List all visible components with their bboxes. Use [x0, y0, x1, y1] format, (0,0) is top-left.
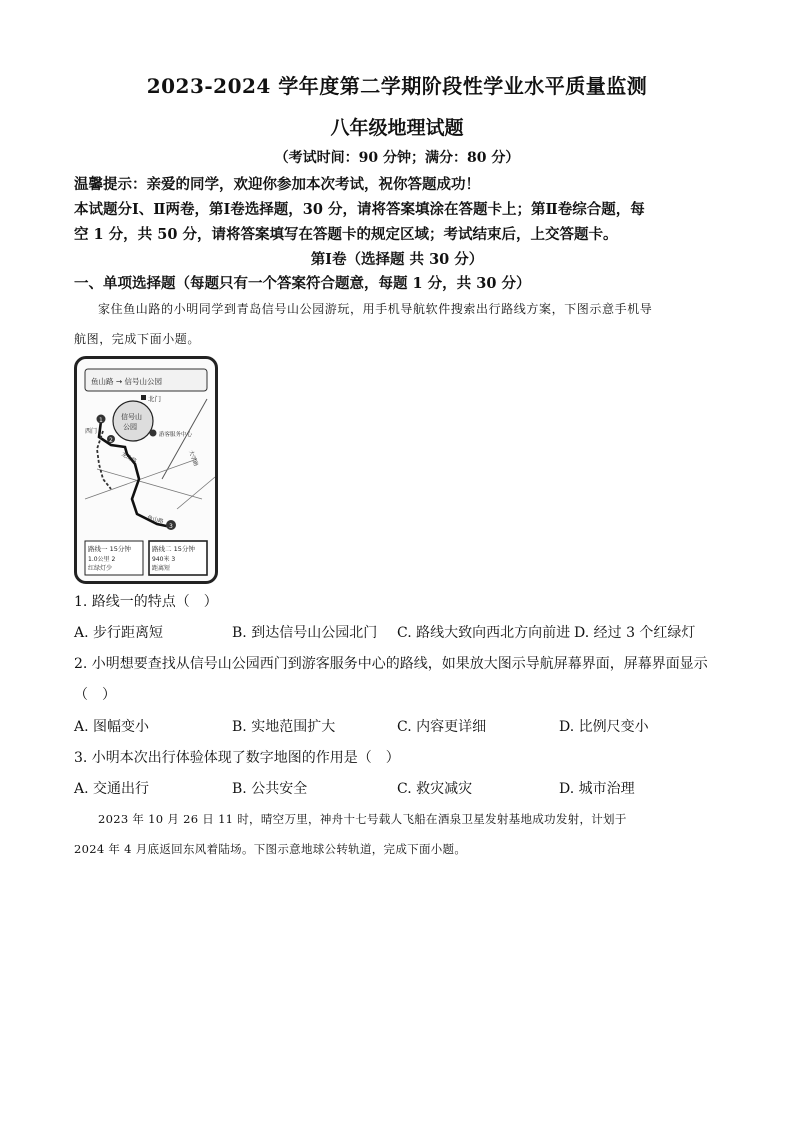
question-2-option-a: A. 图幅变小 [74, 719, 150, 735]
question-1-option-d: D. 经过 3 个红绿灯 [574, 625, 696, 641]
exam-info: （考试时间：90 分钟；满分：80 分） [274, 150, 520, 166]
passage2-line-2: 2024 年 4 月底返回东风着陆场。下图示意地球公转轨道，完成下面小题。 [74, 842, 467, 856]
road-label-longshan: 龙山路 [120, 451, 138, 465]
question-1-option-b: B. 到达信号山公园北门 [232, 625, 378, 641]
navigation-map-svg [77, 359, 215, 581]
navigation-map-figure [74, 356, 218, 584]
pin-2-label: 2 [109, 437, 113, 444]
park-area [113, 401, 153, 441]
passage2-line-1: 2023 年 10 月 26 日 11 时，晴空万里，神舟十七号载人飞船在酒泉卫星发射基地成功发射，计划于 [98, 812, 627, 826]
question-2-option-d: D. 比例尺变小 [559, 719, 649, 735]
instruction-line-2: 本试题分Ⅰ、Ⅱ两卷，第Ⅰ卷选择题，30 分，请将答案填涂在答题卡上；第Ⅱ卷综合题，每 [74, 201, 645, 218]
question-3-option-b: B. 公共安全 [232, 781, 308, 797]
route-one-detail: 1.0公里 2 [88, 556, 116, 563]
passage1-line-1: 家住鱼山路的小明同学到青岛信号山公园游玩，用手机导航软件搜索出行路线方案，下图示意手机导 [98, 302, 653, 316]
question-2-option-b: B. 实地范围扩大 [232, 719, 336, 735]
pin-1-label: 1 [99, 417, 103, 424]
section-heading: 一、单项选择题（每题只有一个答案符合题意，每题 1 分，共 30 分） [74, 275, 531, 292]
route-one-note: 红绿灯少 [88, 565, 113, 572]
question-3-stem: 3. 小明本次出行体验体现了数字地图的作用是（ ） [74, 750, 400, 766]
question-2-option-c: C. 内容更详细 [397, 719, 487, 735]
route-two-detail: 940米 3 [152, 556, 176, 563]
road-line [162, 399, 207, 479]
instruction-line-3: 空 1 分，共 50 分，请将答案填写在答题卡的规定区域；考试结束后，上交答题卡。 [74, 226, 618, 243]
question-3-option-d: D. 城市治理 [559, 781, 635, 797]
question-1-option-a: A. 步行距离短 [74, 625, 164, 641]
part1-heading: 第Ⅰ卷（选择题 共 30 分） [310, 251, 484, 268]
question-3-option-a: A. 交通出行 [74, 781, 150, 797]
route-two-note: 距离短 [152, 565, 171, 572]
instruction-line-1: 温馨提示：亲爱的同学，欢迎你参加本次考试，祝你答题成功！ [74, 176, 480, 193]
route-search-text: 鱼山路 → 信号山公园 [91, 377, 163, 386]
north-gate-label: 北门 [148, 395, 161, 403]
passage1-line-2: 航图，完成下面小题。 [74, 332, 201, 346]
road-line [97, 469, 202, 499]
question-1-stem: 1. 路线一的特点（ ） [74, 594, 218, 610]
road-label-yushan: 鱼山路 [146, 515, 164, 526]
route-one-title: 路线一 15分钟 [88, 545, 131, 553]
exam-title: 2023-2024 学年度第二学期阶段性学业水平质量监测 [146, 74, 648, 98]
question-2-stem-cont: （ ） [74, 687, 116, 703]
park-name-line-1: 信号山 [121, 413, 142, 421]
route-two-title: 路线二 15分钟 [152, 545, 195, 553]
road-label-daxue: 大学路 [187, 449, 199, 468]
question-3-option-c: C. 救灾减灾 [397, 781, 473, 797]
north-gate-marker [141, 395, 146, 400]
visitor-center-label: 游客服务中心 [159, 432, 193, 438]
pin-3-label: 3 [169, 523, 173, 530]
question-2-stem: 2. 小明想要查找从信号山公园西门到游客服务中心的路线，如果放大图示导航屏幕界面，屏幕界面显示 [74, 656, 708, 672]
park-name-line-2: 公园 [123, 423, 137, 431]
west-gate-label: 西门 [85, 428, 98, 435]
visitor-center-marker [150, 430, 157, 437]
exam-subtitle: 八年级地理试题 [330, 117, 464, 139]
road-line [177, 477, 215, 509]
question-1-option-c: C. 路线大致向西北方向前进 [397, 625, 571, 641]
